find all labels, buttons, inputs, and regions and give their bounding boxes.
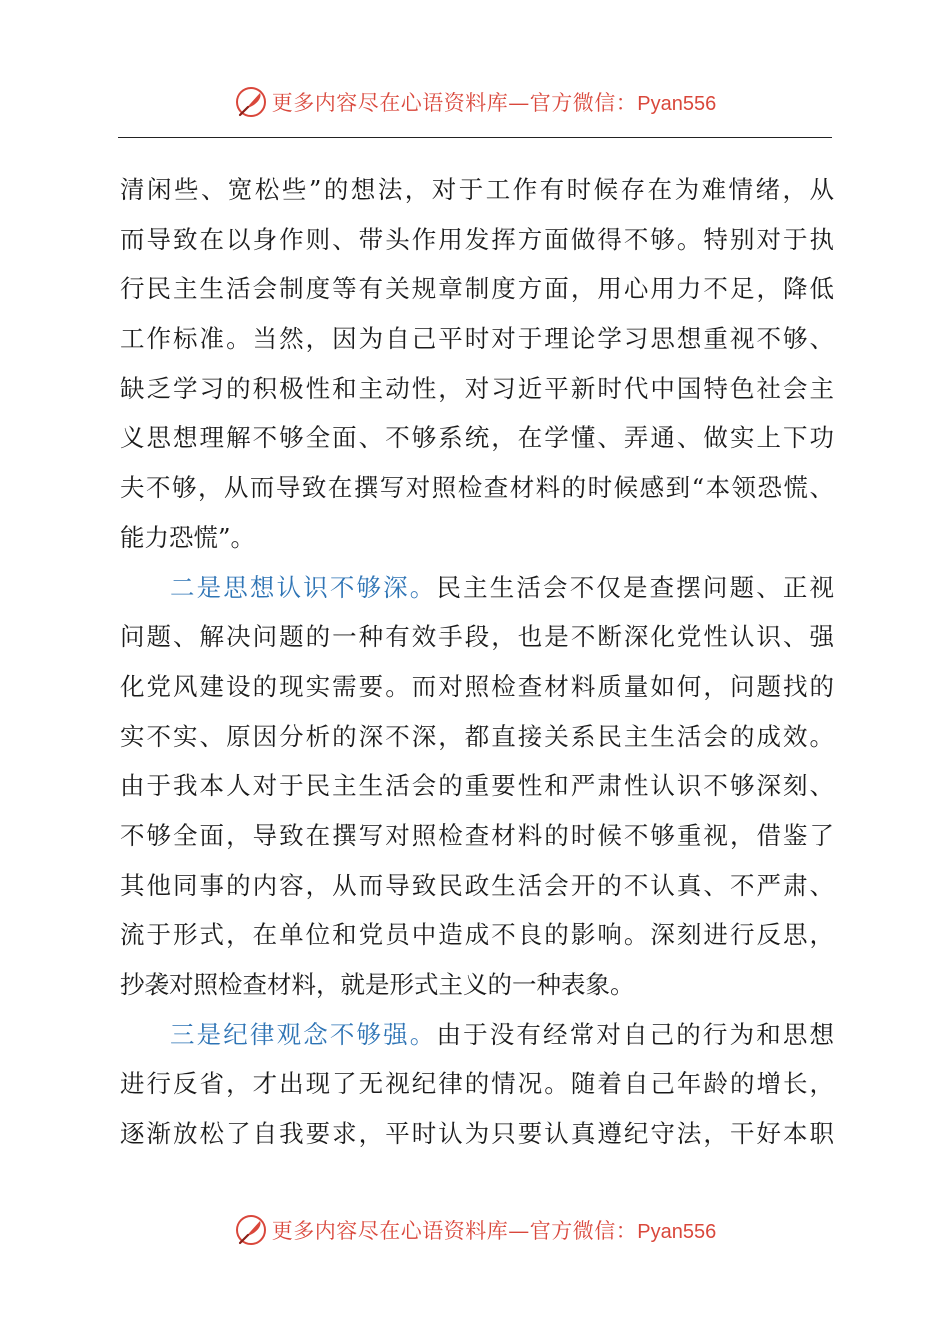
text-line: 不够全面，导致在撰写对照检查材料的时候不够重视，借鉴了 [120, 820, 834, 850]
header-banner [0, 82, 950, 122]
text-line: 三是纪律观念不够强。由于没有经常对自己的行为和思想 [170, 1019, 835, 1049]
text-line: 问题、解决问题的一种有效手段，也是不断深化党性认识、强 [120, 622, 834, 652]
text-line: 化党风建设的现实需要。而对照检查材料质量如何，问题找的 [120, 671, 834, 701]
text-line: 逐渐放松了自我要求，平时认为只要认真遵纪守法，干好本职 [120, 1119, 834, 1149]
text-line: 进行反省，才出现了无视纪律的情况。随着自己年龄的增长， [120, 1069, 834, 1099]
header-banner-text: 更多内容尽在心语资料库—官方微信：Pyan556 [271, 91, 717, 115]
wechat-id: Pyan556 [637, 93, 717, 115]
text-line: 流于形式，在单位和党员中造成不良的影响。深刻进行反思， [120, 920, 834, 950]
text-line: 夫不够，从而导致在撰写对照检查材料的时候感到“本领恐慌、 [120, 473, 834, 503]
footer-banner [0, 1210, 950, 1250]
text-line: 缺乏学习的积极性和主动性，对习近平新时代中国特色社会主 [120, 373, 834, 403]
text-line: 由于我本人对于民主生活会的重要性和严肃性认识不够深刻、 [120, 771, 834, 801]
paragraph-2 [120, 563, 834, 1010]
text-line: 行民主生活会制度等有关规章制度方面，用心用力不足，降低 [120, 274, 834, 304]
text-line: 实不实、原因分析的深不深，都直接关系民主生活会的成效。 [120, 721, 834, 751]
text-line: 抄袭对照检查材料，就是形式主义的一种表象。 [120, 970, 635, 999]
quill-logo-icon [234, 1213, 268, 1247]
text-line: 能力恐慌”。 [120, 522, 256, 552]
wechat-id: Pyan556 [637, 1221, 717, 1243]
text-line: 清闲些、宽松些”的想法，对于工作有时候存在为难情绪，从 [120, 175, 834, 204]
text-line: 其他同事的内容，从而导致民政生活会开的不认真、不严肃、 [120, 870, 834, 900]
quill-logo-icon [234, 85, 268, 119]
footer-banner-text: 更多内容尽在心语资料库—官方微信：Pyan556 [271, 1219, 717, 1243]
text-line: 义思想理解不够全面、不够系统，在学懂、弄通、做实上下功 [120, 423, 834, 453]
text-line: 工作标准。当然，因为自己平时对于理论学习思想重视不够、 [120, 324, 834, 354]
text-line: 二是思想认识不够深。民主生活会不仅是查摆问题、正视 [170, 572, 835, 602]
header-divider [118, 137, 832, 138]
document-body [120, 165, 834, 1159]
paragraph-heading: 二是思想认识不够深。 [170, 572, 437, 602]
paragraph-1 [120, 165, 834, 563]
paragraph-3 [120, 1010, 834, 1159]
text-line: 而导致在以身作则、带头作用发挥方面做得不够。特别对于执 [120, 224, 834, 254]
paragraph-heading: 三是纪律观念不够强。 [170, 1019, 437, 1049]
